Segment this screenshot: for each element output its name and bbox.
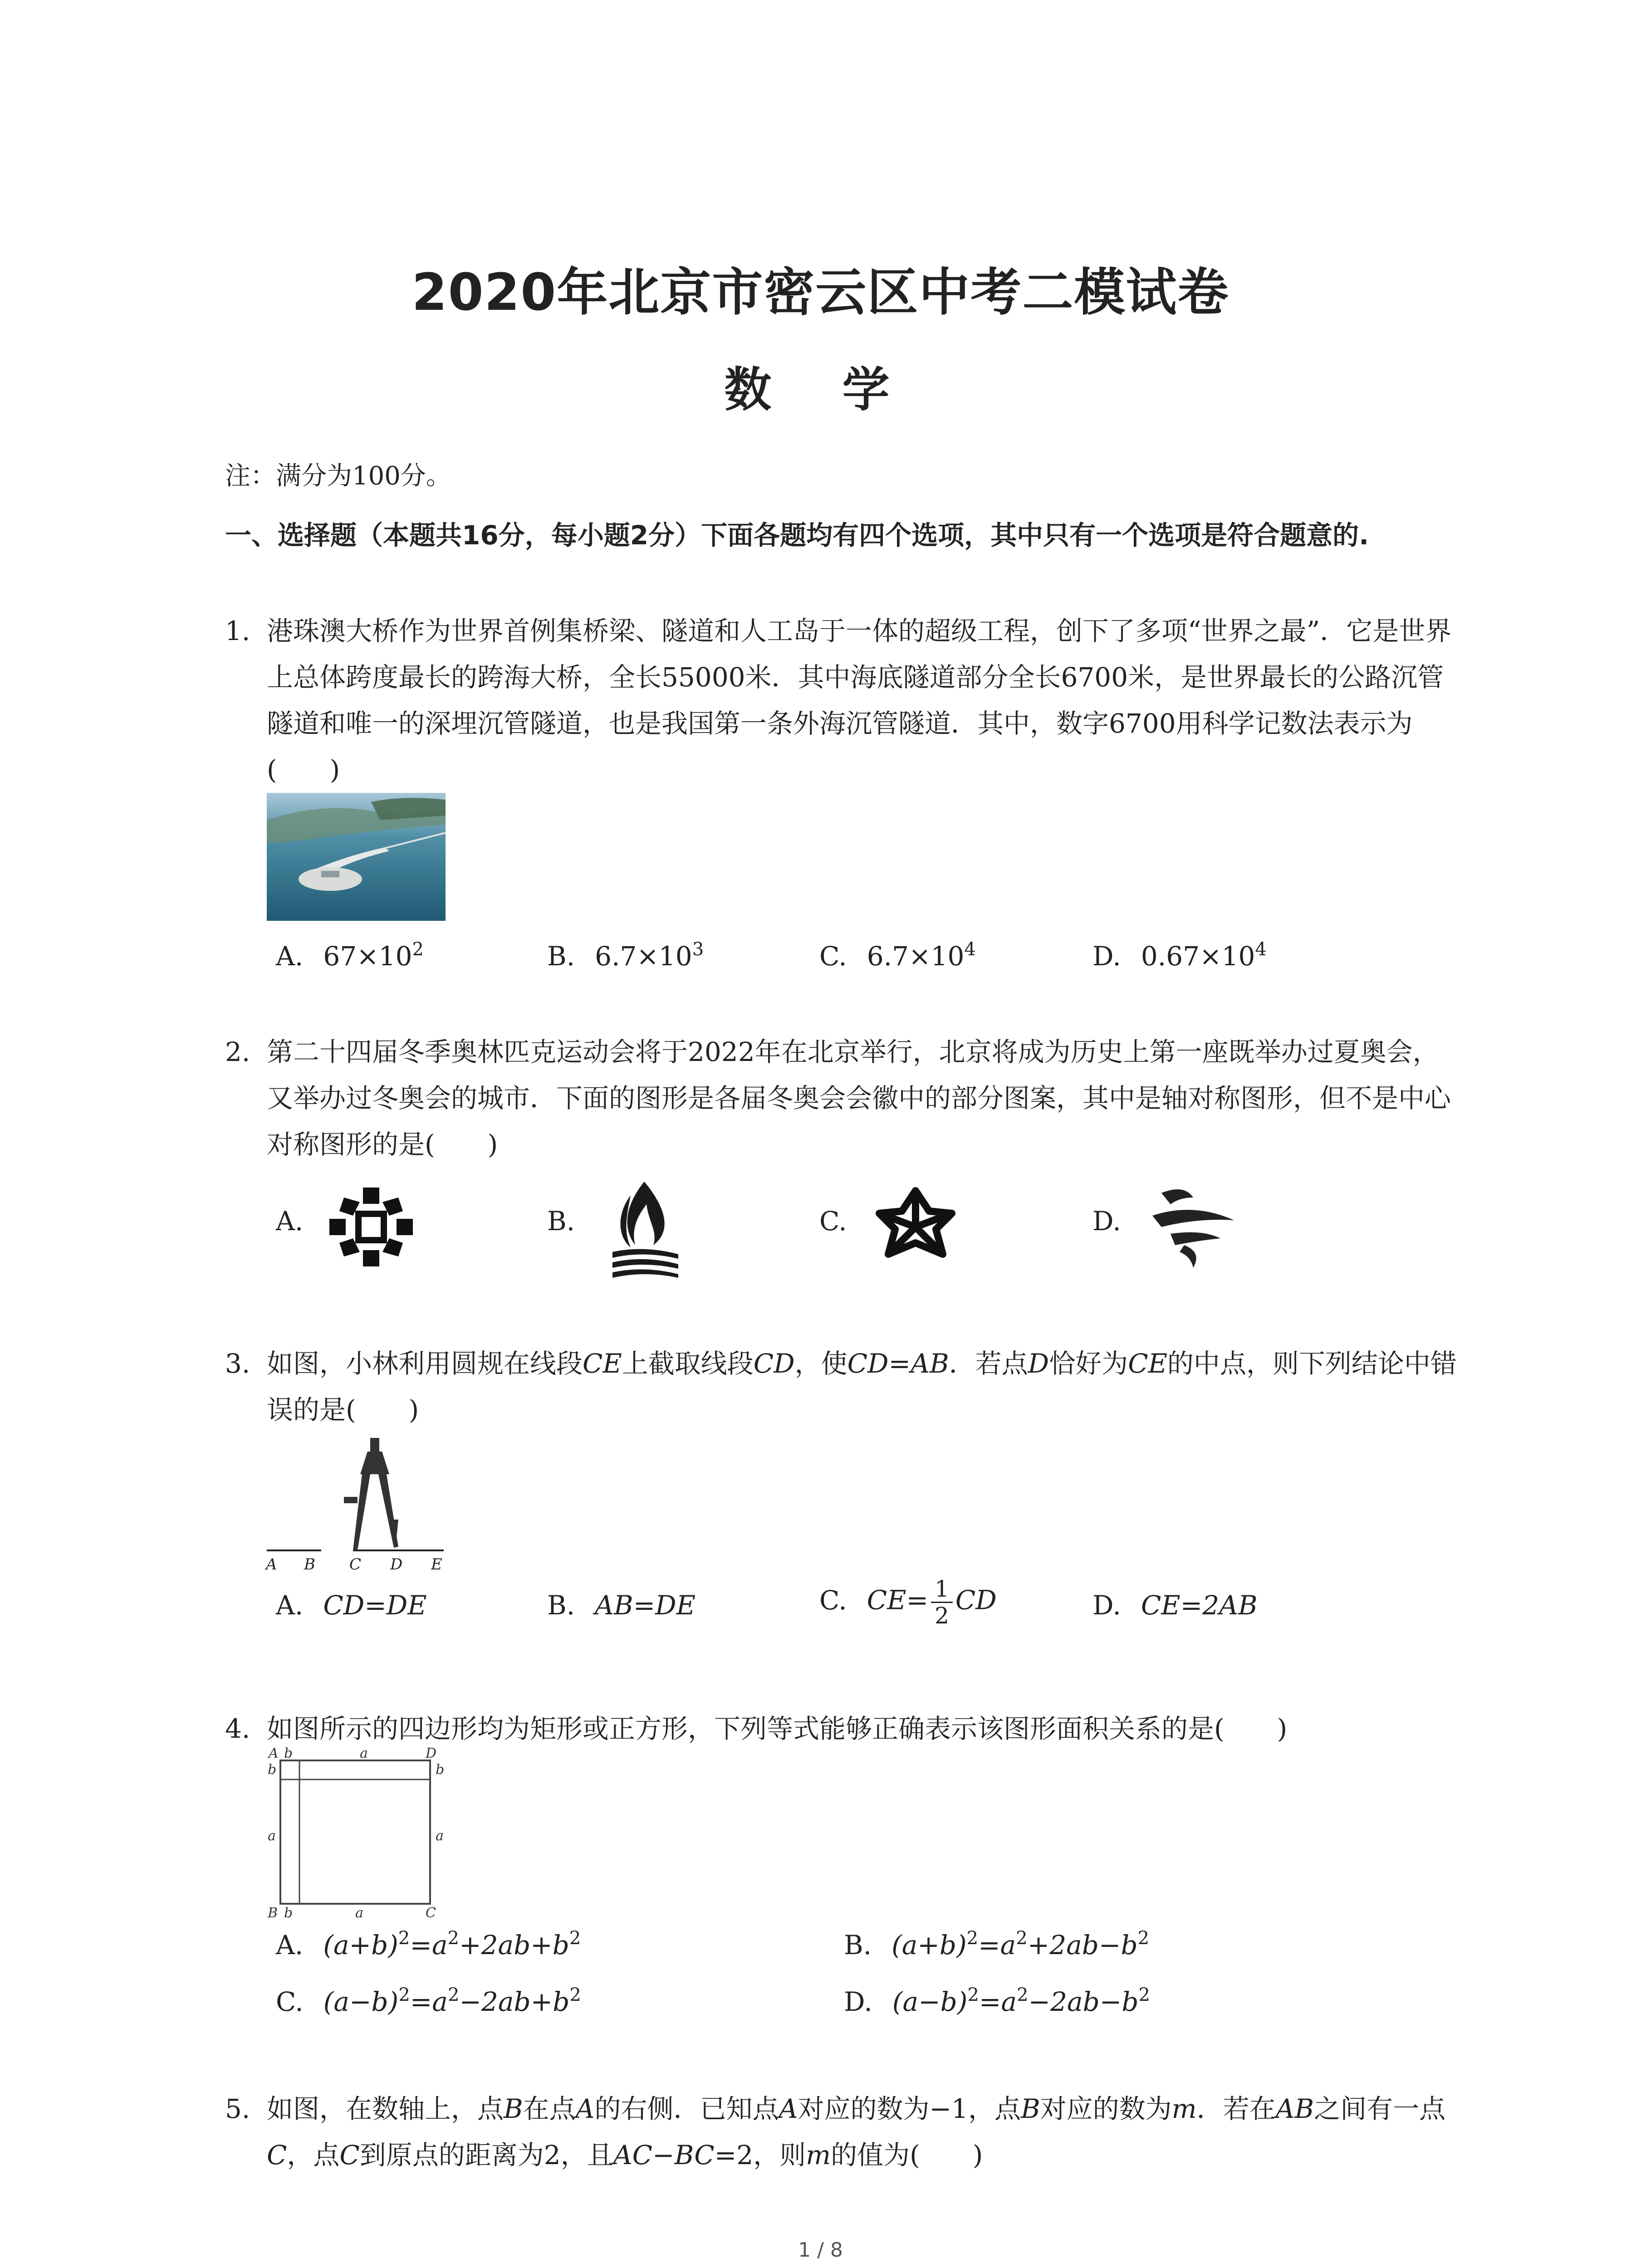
q2-option-a[interactable]: A. (276, 1206, 304, 1237)
svg-text:b: b (268, 1762, 277, 1778)
q3-option-b[interactable]: B. AB=DE (547, 1590, 696, 1621)
svg-text:C: C (426, 1905, 436, 1921)
question-number: 1. (225, 616, 250, 646)
q1-option-d[interactable]: D. $0.67\times 10^4$ (1092, 939, 1267, 972)
question-number: 2. (225, 1036, 250, 1067)
bridge-photo (267, 793, 446, 921)
q1-option-b[interactable]: B. $6.7\times 10^3$ (547, 939, 704, 972)
question-text: 第二十四届冬季奥林匹克运动会将于2022年在北京举行，北京将成为历史上第一座既举办过夏奥会，又举办过冬奥会的城市．下面的图形是各届冬奥会会徽中的部分图案，其中是轴对称图形，但不是中心对称图形的是( ) (267, 1036, 1451, 1160)
svg-text:D: D (426, 1745, 437, 1761)
question-5 (225, 2086, 1459, 2178)
svg-text:b: b (284, 1905, 293, 1921)
question-text: 如图，在数轴上，点B在点A的右侧．已知点A对应的数为−1，点B对应的数为m．若在AB之间有一点C，点C到原点的距离为2，且AC−BC=2，则m的值为( ) (267, 2093, 1446, 2170)
svg-text:B: B (268, 1905, 278, 1921)
q2-option-d[interactable]: D. (1092, 1206, 1121, 1237)
question-number: 3. (225, 1348, 250, 1379)
subject-title: 数 学 (724, 362, 917, 417)
point-label-b: B (304, 1555, 315, 1574)
q3-option-c[interactable]: C. CE= $\frac{1}{2}$ CD (819, 1576, 997, 1629)
svg-text:b: b (436, 1762, 444, 1778)
question-text: 港珠澳大桥作为世界首例集桥梁、隧道和人工岛于一体的超级工程，创下了多项“世界之最”．它是世界上总体跨度最长的跨海大桥，全长55000米．其中海底隧道部分全长6700米，是世界最长的公路沉管隧道和唯一的深埋沉管隧道，也是我国第一条外海沉管隧道．其中，数字6700用科学记数法表示为( ) (267, 616, 1452, 785)
question-number: 4. (225, 1713, 250, 1744)
point-label-d: D (390, 1555, 403, 1574)
q3-option-d[interactable]: D. CE=2AB (1092, 1590, 1258, 1621)
section-heading: 一、选择题（本题共16分，每小题2分）下面各题均有四个选项，其中只有一个选项是符合题意的. (225, 520, 1369, 551)
calligraphy-emblem-d-icon (1143, 1184, 1239, 1270)
q2-option-c[interactable]: C. (819, 1206, 847, 1237)
snowflake-emblem-c-icon (870, 1182, 961, 1272)
question-2 (225, 1029, 1459, 1168)
score-note: 注：满分为100分。 (225, 461, 451, 491)
point-label-e: E (431, 1555, 442, 1574)
question-text: 如图所示的四边形均为矩形或正方形，下列等式能够正确表示该图形面积关系的是( ) (267, 1713, 1288, 1744)
snowflake-emblem-a-icon (326, 1184, 416, 1270)
q1-option-c[interactable]: C. $6.7\times 10^4$ (819, 939, 976, 972)
svg-text:A: A (269, 1745, 279, 1761)
svg-text:b: b (284, 1745, 293, 1761)
question-number: 5. (225, 2093, 250, 2124)
page-number: 1 / 8 (798, 2239, 843, 2262)
point-label-a: A (266, 1555, 277, 1574)
q2-option-b[interactable]: B. (547, 1206, 575, 1237)
q3-option-a[interactable]: A. CD=DE (276, 1590, 427, 1621)
exam-title: 2020年北京市密云区中考二模试卷 (411, 263, 1230, 322)
q4-option-c[interactable]: C. $(a-b)^2=a^2-2ab+b^2$ (276, 1984, 581, 2017)
svg-text:a: a (436, 1828, 444, 1844)
flame-emblem-b-icon (603, 1177, 685, 1281)
point-label-c: C (349, 1555, 362, 1574)
q4-option-b[interactable]: B. $(a+b)^2=a^2+2ab-b^2$ (844, 1928, 1150, 1960)
svg-text:a: a (360, 1745, 368, 1761)
svg-text:a: a (355, 1905, 363, 1921)
rectangle-figure (262, 1744, 444, 1921)
q4-option-d[interactable]: D. $(a-b)^2=a^2-2ab-b^2$ (844, 1984, 1150, 2017)
compass-figure (262, 1429, 453, 1579)
svg-text:a: a (268, 1828, 276, 1844)
question-3 (225, 1340, 1459, 1433)
question-text: 如图，小林利用圆规在线段CE上截取线段CD，使CD=AB．若点D恰好为CE的中点，则下列结论中错误的是( ) (267, 1348, 1457, 1425)
q1-option-a[interactable]: A. $67\times 10^2$ (276, 939, 424, 972)
q4-option-a[interactable]: A. $(a+b)^2=a^2+2ab+b^2$ (276, 1928, 581, 1960)
question-1 (225, 608, 1459, 793)
